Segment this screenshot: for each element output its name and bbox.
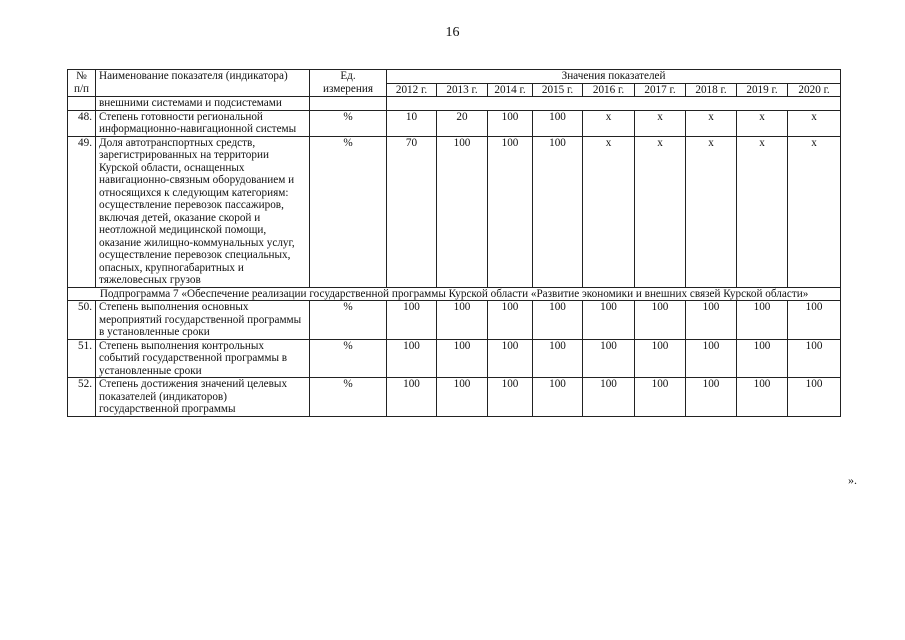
value-cell: x bbox=[583, 110, 635, 136]
value-cell: x bbox=[635, 110, 686, 136]
value-cell: 100 bbox=[737, 378, 788, 417]
subprogram-row bbox=[68, 287, 841, 301]
header-year: 2016 г. bbox=[583, 83, 635, 97]
header-unit-top: Ед. bbox=[340, 70, 356, 82]
unit-cell: % bbox=[310, 110, 387, 136]
indicator-name: Степень готовности региональной информационно-навигационной системы bbox=[96, 110, 310, 136]
value-cell: 100 bbox=[387, 378, 437, 417]
value-cell: 100 bbox=[437, 378, 488, 417]
value-cell: 100 bbox=[533, 301, 583, 340]
unit-cell: % bbox=[310, 339, 387, 378]
value-cell: 100 bbox=[583, 339, 635, 378]
value-cell: 100 bbox=[635, 301, 686, 340]
header-values-group: Значения показателей bbox=[387, 70, 841, 84]
value-cell: x bbox=[737, 110, 788, 136]
value-cell: 100 bbox=[387, 301, 437, 340]
header-number bbox=[68, 70, 96, 97]
value-cell: 100 bbox=[788, 301, 841, 340]
page-number: 16 bbox=[445, 25, 460, 40]
value-cell: 100 bbox=[788, 339, 841, 378]
header-number-bottom: п/п bbox=[73, 82, 90, 95]
value-cell: 100 bbox=[488, 301, 533, 340]
unit-cell: % bbox=[310, 301, 387, 340]
table-row bbox=[68, 301, 841, 340]
indicator-name: Степень выполнения основных мероприятий государственной программы в установленные сроки bbox=[96, 301, 310, 340]
row-number: 52. bbox=[68, 378, 96, 417]
header-year: 2015 г. bbox=[533, 83, 583, 97]
table-row bbox=[68, 110, 841, 136]
value-cell: 100 bbox=[437, 339, 488, 378]
value-cell: x bbox=[788, 136, 841, 287]
continuation-row bbox=[68, 97, 841, 111]
value-cell: x bbox=[788, 110, 841, 136]
value-cell: 100 bbox=[583, 301, 635, 340]
value-cell: 100 bbox=[635, 378, 686, 417]
header-year: 2018 г. bbox=[686, 83, 737, 97]
header-year: 2017 г. bbox=[635, 83, 686, 97]
value-cell: 100 bbox=[533, 378, 583, 417]
table-row bbox=[68, 378, 841, 417]
continuation-num bbox=[68, 97, 96, 111]
header-year: 2020 г. bbox=[788, 83, 841, 97]
value-cell: 100 bbox=[533, 110, 583, 136]
value-cell: 100 bbox=[788, 378, 841, 417]
header-year: 2014 г. bbox=[488, 83, 533, 97]
value-cell: 100 bbox=[635, 339, 686, 378]
closing-quote-mark: ». bbox=[848, 473, 857, 487]
value-cell: 100 bbox=[488, 378, 533, 417]
value-cell: 100 bbox=[488, 339, 533, 378]
indicator-name: Степень достижения значений целевых показателей (индикаторов) государственной программы bbox=[96, 378, 310, 417]
continuation-values bbox=[387, 97, 841, 111]
header-year: 2012 г. bbox=[387, 83, 437, 97]
value-cell: 100 bbox=[686, 339, 737, 378]
header-name: Наименование показателя (индикатора) bbox=[96, 70, 310, 97]
row-number: 51. bbox=[68, 339, 96, 378]
header-unit-bottom: измерения bbox=[323, 82, 373, 95]
value-cell: 20 bbox=[437, 110, 488, 136]
value-cell: 100 bbox=[583, 378, 635, 417]
header-unit bbox=[310, 70, 387, 97]
value-cell: x bbox=[686, 136, 737, 287]
row-number: 50. bbox=[68, 301, 96, 340]
value-cell: x bbox=[583, 136, 635, 287]
value-cell: 100 bbox=[533, 136, 583, 287]
continuation-unit bbox=[310, 97, 387, 111]
header-year: 2019 г. bbox=[737, 83, 788, 97]
table-row bbox=[68, 136, 841, 287]
header-row-1 bbox=[68, 70, 841, 84]
unit-cell: % bbox=[310, 136, 387, 287]
value-cell: x bbox=[737, 136, 788, 287]
value-cell: x bbox=[686, 110, 737, 136]
value-cell: 100 bbox=[737, 301, 788, 340]
value-cell: 70 bbox=[387, 136, 437, 287]
value-cell: 100 bbox=[686, 378, 737, 417]
row-number: 49. bbox=[68, 136, 96, 287]
value-cell: x bbox=[635, 136, 686, 287]
value-cell: 100 bbox=[533, 339, 583, 378]
subprogram-title: Подпрограмма 7 «Обеспечение реализации государственной программы Курской области «Развитие экономики и внешних связей Курской области» bbox=[68, 287, 841, 301]
value-cell: 100 bbox=[488, 110, 533, 136]
indicators-table bbox=[67, 69, 841, 417]
table-row bbox=[68, 339, 841, 378]
value-cell: 100 bbox=[488, 136, 533, 287]
value-cell: 100 bbox=[437, 136, 488, 287]
value-cell: 100 bbox=[387, 339, 437, 378]
header-year: 2013 г. bbox=[437, 83, 488, 97]
header-number-top: № bbox=[76, 70, 87, 82]
row-number: 48. bbox=[68, 110, 96, 136]
indicator-name: Доля автотранспортных средств, зарегистрированных на территории Курской области, оснащенных навигационно-связным оборудованием и относящихся к следующим категориям: осуществление перевозок пассажиров, включая детей, оказание скорой и неотложной медицинской помощи, оказание жилищно-коммунальных услуг, осуществление перевозок специальных, опасных, крупногабаритных и тяжеловесных грузов bbox=[96, 136, 310, 287]
value-cell: 100 bbox=[437, 301, 488, 340]
unit-cell: % bbox=[310, 378, 387, 417]
value-cell: 100 bbox=[737, 339, 788, 378]
continuation-text: внешними системами и подсистемами bbox=[96, 97, 310, 111]
indicator-name: Степень выполнения контрольных событий государственной программы в установленные сроки bbox=[96, 339, 310, 378]
value-cell: 100 bbox=[686, 301, 737, 340]
value-cell: 10 bbox=[387, 110, 437, 136]
